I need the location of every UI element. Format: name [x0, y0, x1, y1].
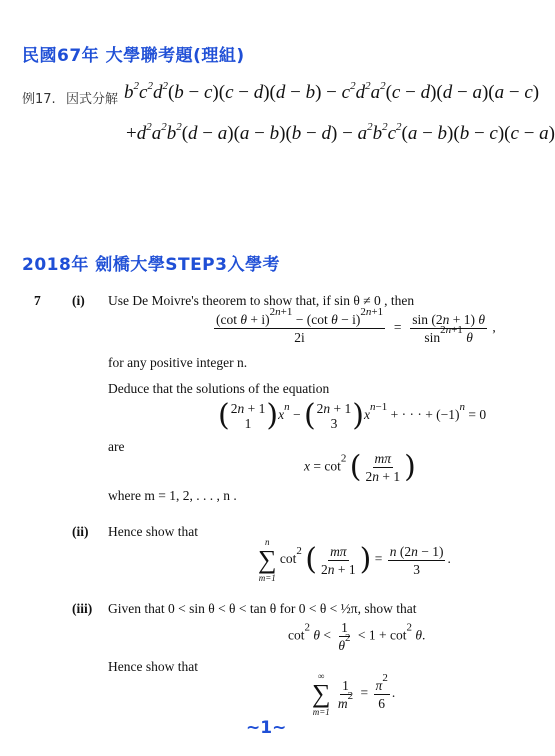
factorization-expression-line-2: $+d^2a^2b^2(d - a)(a - b)(b - d) - a^2b^2c^2(a - b)(b - c)(c - a)$ — [126, 121, 555, 144]
part-iii-label: (iii) — [72, 601, 93, 616]
binomial-equation: ( 2n + 1 1 )$x^n$ − ( 2n + 1 3 )$x^{n-1}$ + · · · + $(-1)^n = 0$ — [218, 398, 487, 433]
basel-sum-equation: ∞ ∑ m=1 $\frac{1}{m^2}$ = $\frac{\pi^2}{6}$ . — [312, 671, 396, 717]
page-number: ~1~ — [246, 718, 287, 738]
part-i-statement: Use De Moivre's theorem to show that, if sin θ ≠ 0 , then — [108, 293, 415, 308]
part-ii-statement: Hence show that — [108, 524, 198, 539]
cot-inequality: $\cot^2 \theta$ < $\frac{1}{\theta^2}$ < $1 + \cot^2 \theta$. — [288, 620, 426, 653]
part-i-label: (i) — [72, 293, 85, 308]
part-iii-hence: Hence show that — [108, 659, 198, 674]
example-label: 例17. — [22, 92, 56, 107]
solutions-equation: $x = \cot^2$ ( $\frac{m\pi}{2n + 1}$ ) — [304, 449, 416, 485]
question-number: 7 — [34, 293, 41, 308]
part-iii-statement: Given that 0 < sin θ < θ < tan θ for 0 < θ < ½π, show that — [108, 601, 417, 616]
part-i-deduce: Deduce that the solutions of the equation — [108, 381, 330, 396]
factorization-expression-line-1: $b^2c^2d^2(b - c)(c - d)(d - b) - c^2d^2a^2(c - d)(d - a)(a - c)$ — [124, 80, 540, 103]
part-ii-label: (ii) — [72, 524, 89, 539]
section-heading-1: 民國67年 大學聯考題(理組) — [22, 46, 245, 66]
part-i-where: where m = 1, 2, . . . , n . — [108, 488, 237, 503]
part-i-are: are — [108, 439, 125, 454]
de-moivre-identity: $\frac{(\cot \theta + i)^{2n+1} - (\cot \theta - i)^{2n+1}}{2i}$ = $\frac{\sin (2n + 1) \theta}{\sin^{2n+1} \theta}$ , — [216, 306, 496, 345]
section-heading-2: 2018年 劍橋大學STEP3入學考 — [22, 255, 280, 275]
part-i-positive-integer: for any positive integer n. — [108, 355, 248, 370]
example-instruction: 因式分解 — [66, 92, 119, 107]
sum-cot-equation: n ∑ m=1 $\cot^2$ ( $\frac{m\pi}{2n + 1}$ ) = $\frac{n (2n - 1)}{3}$ . — [258, 537, 451, 583]
